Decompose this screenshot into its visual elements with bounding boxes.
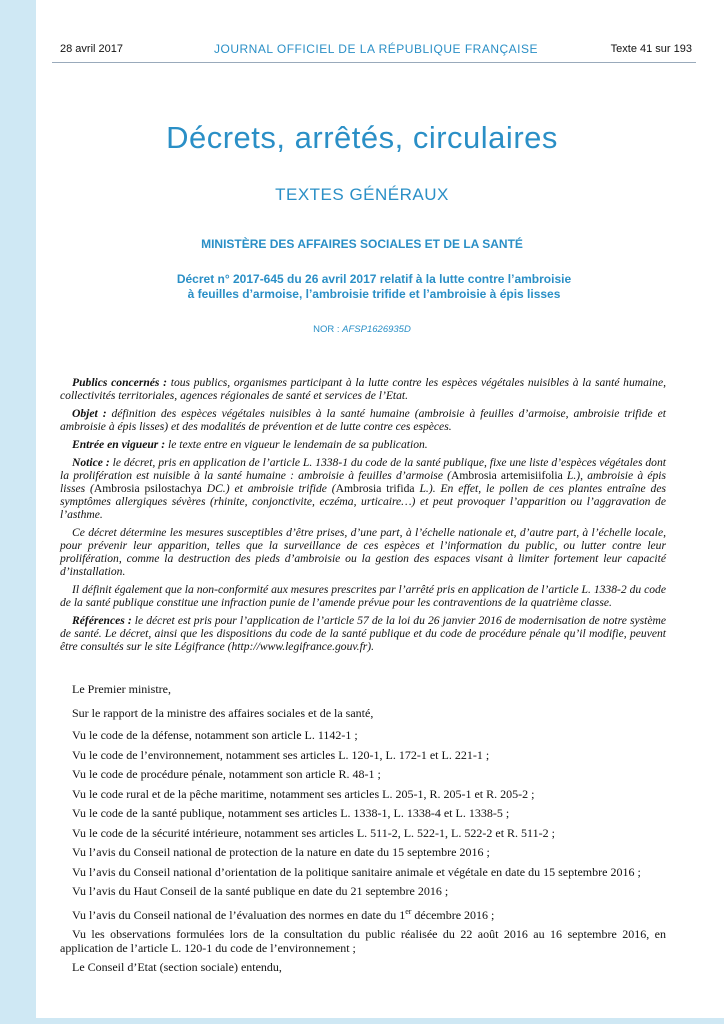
species-name: Ambrosia trifida xyxy=(335,482,415,495)
header-text-number: Texte 41 sur 193 xyxy=(610,43,692,55)
visa-line: Vu le code de procédure pénale, notamment son article R. 48-1 ; xyxy=(72,767,381,781)
section-title: Décrets, arrêtés, circulaires xyxy=(166,120,558,155)
publics-text: tous publics, organismes participant à la lutte contre les espèces végétales nuisibles à la santé humaine, collectivités territoriales, agences régionales de santé et services de l’Etat. xyxy=(60,376,666,402)
conseil-etat-line: Le Conseil d’Etat (section sociale) entendu, xyxy=(72,960,282,974)
decree-title-line: à feuilles d’armoise, l’ambroisie trifide et l’ambroisie à épis lisses xyxy=(187,287,561,301)
visa-line-normes xyxy=(60,905,666,923)
species-name: Ambrosia artemisiifolia xyxy=(451,469,563,482)
bottom-margin-band xyxy=(36,1018,724,1024)
notice-text: DC.) et ambroisie trifide ( xyxy=(201,482,336,495)
notice-entree xyxy=(60,438,666,451)
visa-line: Vu les observations formulées lors de la consultation du public réalisée du 22 août 2016 au 16 septembre 2016, en application de l’article L. 120-1 du code de l’environnement ; xyxy=(60,927,666,955)
notice-conformite: Il définit également que la non-conformité aux mesures prescrites par l’arrêté pris en application de l’article L. 1338-2 du code de la santé publique constitue une infraction punie de l’amende prévue pour les contraventions de la quatrième classe. xyxy=(60,583,666,609)
ministry-heading: MINISTÈRE DES AFFAIRES SOCIALES ET DE LA SANTÉ xyxy=(201,237,523,251)
notice-label: Notice : xyxy=(72,456,110,469)
entree-label: Entrée en vigueur : xyxy=(72,438,166,451)
nor-code: AFSP1626935D xyxy=(342,324,411,335)
header-rule xyxy=(52,62,696,63)
premier-ministre: Le Premier ministre, xyxy=(72,682,171,696)
objet-text: définition des espèces végétales nuisibles à la santé humaine (ambroisie à feuilles d’armoise, ambroisie trifide et ambroisie à épis lisses) et des modalités de prévention et de lutte contre ces espèces. xyxy=(60,407,666,433)
decree-title-line: Décret n° 2017-645 du 26 avril 2017 relatif à la lutte contre l’ambroisie xyxy=(176,272,572,286)
visa-line: Vu le code de la défense, notamment son article L. 1142-1 ; xyxy=(72,728,358,742)
notice-objet xyxy=(60,407,666,433)
header-journal-name: JOURNAL OFFICIEL DE LA RÉPUBLIQUE FRANÇAISE xyxy=(213,42,538,56)
notice-mesures: Ce décret détermine les mesures susceptibles d’être prises, d’une part, à l’échelle nationale et, d’autre part, à l’échelle locale, pour prévenir leur apparition, telles que la surveillance de ces espèces et l’information du public, ou lutter contre leur prolifération, comme la destruction des pieds d’ambroisie ou la gestion des espaces visant à limiter fortement leur capacité d’installation. xyxy=(60,526,666,578)
references-text: le décret est pris pour l’application de l’article 57 de la loi du 26 janvier 2016 de modernisation de notre système de santé. Le décret, ainsi que les dispositions du code de la santé publique et du code de procédure pénale qu’il modifie, peuvent être consultés sur le site Légifrance (http://www.legifrance.gouv.fr). xyxy=(60,614,666,653)
notice-notice xyxy=(60,456,666,521)
visa-line: Vu le code de la santé publique, notamment ses articles L. 1338-1, L. 1338-4 et L. 1338-5 ; xyxy=(72,806,510,820)
visa-normes-date: décembre 2016 ; xyxy=(411,907,495,922)
visa-line: Vu le code de l’environnement, notamment ses articles L. 120-1, L. 172-1 et L. 221-1 ; xyxy=(72,747,490,762)
visa-line: Vu le code de la sécurité intérieure, notamment ses articles L. 511-2, L. 522-1, L. 522-2 et R. 511-2 ; xyxy=(72,825,555,840)
publics-label: Publics concernés : xyxy=(72,376,168,389)
rapport-line: Sur le rapport de la ministre des affaires sociales et de la santé, xyxy=(72,705,374,720)
ordinal-superscript: er xyxy=(405,906,412,916)
notice-publics xyxy=(60,376,666,402)
decree-body xyxy=(60,683,666,981)
visa-line: Vu l’avis du Conseil national d’orientation de la politique sanitaire animale et végétale en date du 15 septembre 2016 ; xyxy=(72,864,641,879)
notice-block xyxy=(60,376,666,658)
notice-text: L.), ambroisie à épis lisses ( xyxy=(60,469,667,495)
references-label: Références : xyxy=(72,614,132,627)
notice-text: L.). En effet, le pollen de ces plantes entraîne des symptômes allergiques sévères (rhinite, conjonctivite, eczéma, urticaire…) et peut provoquer l’apparition ou l’aggravation de l’asthme. xyxy=(60,482,667,521)
nor-reference xyxy=(0,324,724,335)
notice-references xyxy=(60,614,666,653)
page-header xyxy=(60,41,692,59)
species-name: Ambrosia psilostachya xyxy=(93,482,202,495)
header-date: 28 avril 2017 xyxy=(60,43,123,55)
visa-line: Vu l’avis du Conseil national de protection de la nature en date du 15 septembre 2016 ; xyxy=(72,845,490,859)
visa-normes-text: Vu l’avis du Conseil national de l’évaluation des normes en date du 1 xyxy=(72,907,406,922)
visa-line: Vu l’avis du Haut Conseil de la santé publique en date du 21 septembre 2016 ; xyxy=(72,884,449,898)
section-subtitle: TEXTES GÉNÉRAUX xyxy=(275,185,449,204)
entree-text: le texte entre en vigueur le lendemain de sa publication. xyxy=(165,438,428,451)
nor-label: NOR : xyxy=(313,324,343,335)
visa-line: Vu le code rural et de la pêche maritime, notamment ses articles L. 205-1, R. 205-1 et R. 205-2 ; xyxy=(72,786,535,801)
objet-label: Objet : xyxy=(72,407,107,420)
notice-text: le décret, pris en application de l’article L. 1338-1 du code de la santé publique, fixe une liste d’espèces végétales dont la prolifération est nuisible à la santé humaine : ambroisie à feuilles d’armoise ( xyxy=(60,456,666,482)
decree-title xyxy=(80,272,668,302)
